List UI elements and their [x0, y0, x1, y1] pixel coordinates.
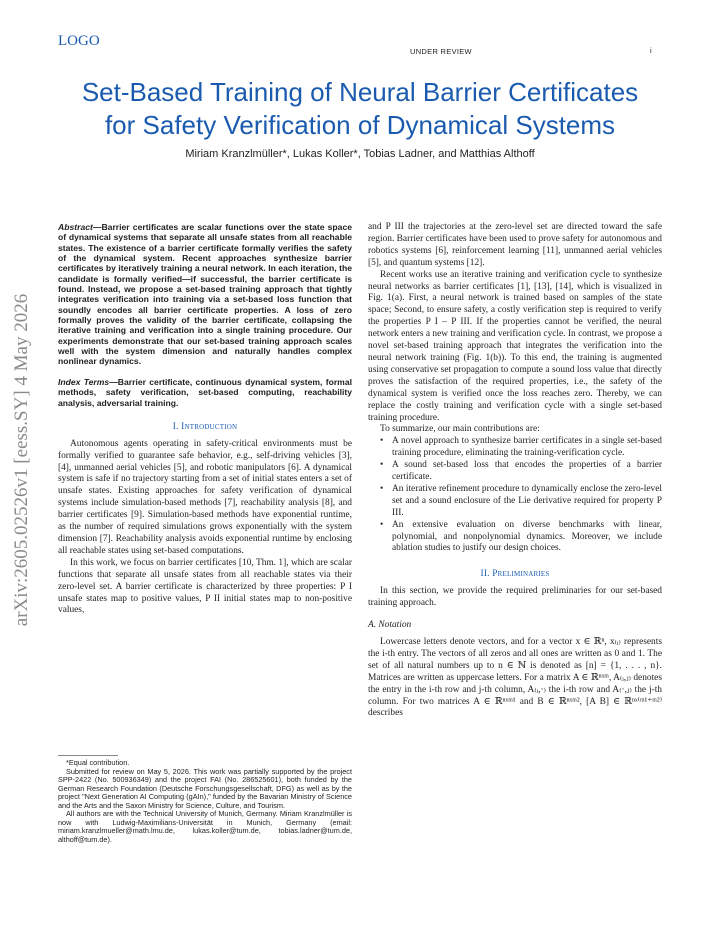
- contribution-list: [368, 436, 662, 555]
- footnote-equal-contribution: *Equal contribution.: [66, 758, 130, 767]
- contribution-item: • An iterative refinement procedure to dynamically enclose the zero-level set and a sound enclosure of the Lie derivative required for property P III.: [392, 484, 662, 520]
- title-line-2: for Safety Verification of Dynamical Systems: [104, 110, 616, 140]
- abstract-label: Abstract—: [58, 222, 102, 232]
- contribution-item: • A novel approach to synthesize barrier certificates in a single set-based training procedure, eliminating the training-verification cycle.: [392, 436, 662, 460]
- intro-paragraph-4: To summarize, our main contributions are:: [380, 424, 540, 435]
- index-terms-label: Index Terms—: [58, 376, 118, 387]
- section-number: I.: [172, 421, 179, 432]
- left-column: [58, 222, 352, 617]
- contribution-item: • A sound set-based loss that encodes the properties of a barrier certificate.: [392, 460, 662, 484]
- intro-paragraph-2: In this work, we focus on barrier certificates [10, Thm. 1], which are scalar functions that separate all unsafe states from all reachable states via their zero-level set. A barrier certificate is characterized by three properties: P I unsafe states map to positive values, P II initial states map to non-positive values,: [58, 557, 352, 616]
- index-terms: [58, 377, 352, 408]
- logo: LOGO: [58, 33, 100, 49]
- section-heading-preliminaries: [368, 569, 662, 581]
- abstract-text: Barrier certificates are scalar functions over the state space of dynamical systems that separate all unsafe states from all reachable states. The existence of a barrier certificate formally verifies the safety of the dynamical system. Recent approaches synthesize barrier certificates by iteratively training a neural network. In each iteration, the candidate is formally verified—if successful, the barrier certificate is found. Instead, we propose a set-based training approach that tightly integrates verification into training via a set-based loss function that soundly encodes all barrier certificate properties. A loss of zero formally proves the validity of the barrier certificate, collapsing the iterative training and verification into a single training procedure. Our experiments demonstrate that our set-based training approach scales well with the system dimension and naturally handles complex nonlinear dynamics.: [58, 222, 352, 367]
- right-column: [368, 222, 662, 720]
- intro-paragraph-3: Recent works use an iterative training and verification cycle to synthesize neural networks as barrier certificates [1], [13], [14], which is visualized in Fig. 1(a). First, a neural network is trained based on samples of the state space; Second, to ensure safety, a costly verification step is required to verify the properties P I – P III. If the properties cannot be verified, the neural network enters a new training and verification cycle. In contrast, we propose a novel set-based training approach that integrates the verification into the neural network training (Fig. 1(b)). To this end, the training is augmented using conservative set propagation to compute a sound loss value that directly proves the satisfaction of the required properties, i.e., the safety of the dynamical system is verified once the loss reaches zero. Thereby, we can replace the costly training and verification cycle with a single set-based training procedure.: [368, 269, 662, 423]
- section-title: Preliminaries: [492, 569, 550, 580]
- author-list: Miriam Kranzlmüller*, Lukas Koller*, Tobias Ladner, and Matthias Althoff: [185, 148, 535, 160]
- arxiv-stamp: [2, 250, 42, 670]
- under-review-label: UNDER REVIEW: [410, 47, 472, 56]
- footnote-funding: Submitted for review on May 5, 2026. This work was partially supported by the project SPP-2422 (No. 500936349) and the project FAI (No. 286525601), both funded by the German Research Foundation (Deutsche Forschungsgesellschaft, DFG) as well as by the project "Next Generation AI Computing (gAIn)," funded by the Bavarian Ministry of Science and the Arts and the Saxon Ministry for Science, Culture, and Tourism.: [58, 766, 352, 810]
- intro-paragraph-continued: and P III the trajectories at the zero-level set are directed toward the safe region. Barrier certificates have been used to prove safety for autonomous and robotics systems [6], reinforcement learning [11], unmanned aerial vehicles [5], and quantum systems [12].: [368, 222, 662, 268]
- abstract: [58, 222, 352, 367]
- footnote-affiliation: All authors are with the Technical University of Munich, Germany. Miriam Kranzlmüller is now with Ludwig-Maximilians-Universität in Munich, Germany (email: miriam.kranzlmueller@math.lmu.de, lukas.koller@tum.de, tobias.ladner@tum.de, althoff@tum.de).: [58, 809, 352, 844]
- preliminaries-paragraph-1: In this section, we provide the required preliminaries for our set-based training approach.: [368, 586, 662, 609]
- section-title: Introduction: [181, 421, 238, 432]
- paper-title: [40, 76, 680, 142]
- notation-paragraph: Lowercase letters denote vectors, and for a vector x ∈ ℝⁿ, x₍ᵢ₎ represents the i-th entry. The vectors of all zeros and all ones are written as 0 and 1. The set of all natural numbers up to n ∈ ℕ is denoted as [n] = {1, . . . , n}. Matrices are written as uppercase letters. For a matrix A ∈ ℝⁿˣᵐ, A₍ᵢ,ⱼ₎ denotes the entry in the i-th row and j-th column, A₍ᵢ,·₎ the i-th row and A₍·,ⱼ₎ the j-th column. For two matrices A ∈ ℝⁿˣᵐ¹ and B ∈ ℝⁿˣᵐ², [A B] ∈ ℝⁿˣ⁽ᵐ¹⁺ᵐ²⁾ describes: [368, 637, 662, 719]
- subsection-heading-notation: A. Notation: [368, 620, 412, 631]
- contribution-item: • An extensive evaluation on diverse benchmarks with linear, polynomial, and nonpolynomial dynamics. Moreover, we include ablation studies to justify our design choices.: [392, 520, 662, 556]
- intro-paragraph-1: Autonomous agents operating in safety-critical environments must be formally verified to guarantee safe behavior, e.g., self-driving vehicles [3], [4], unmanned aerial vehicles [5], and robotic manipulators [6]. A dynamical system is safe if no trajectory starting from a set of initial states enters a set of unsafe states. Existing approaches for safety verification of dynamical systems include simulation-based methods [7], reachability analysis [8], and barrier certificates [9]. Simulation-based methods have exponential runtime, as the number of required simulations grows exponentially with the system dimension [7]. Reachability analysis avoids exponential runtime by enclosing all reachable states using set-based computations.: [58, 438, 352, 556]
- section-heading-introduction: [58, 422, 352, 434]
- section-number: II.: [480, 569, 490, 580]
- footnotes: [58, 755, 352, 844]
- arxiv-stamp-text: arXiv:2605.02526v1 [eess.SY] 4 May 2026: [11, 293, 32, 627]
- title-line-1: Set-Based Training of Neural Barrier Certificates: [81, 77, 639, 107]
- index-terms-text: Barrier certificate, continuous dynamical system, formal methods, safety verification, set-based computing, reachability analysis, adversarial training.: [58, 376, 352, 408]
- page-number: i: [650, 46, 652, 55]
- footnote-divider: [58, 755, 118, 756]
